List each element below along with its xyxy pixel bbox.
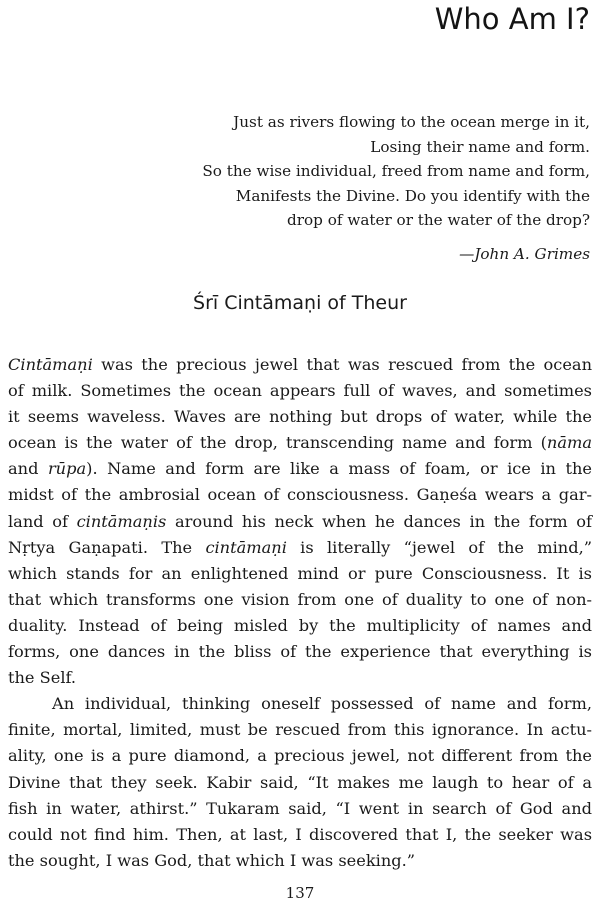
text-line — [8, 796, 592, 822]
epigraph-line: drop of water or the water of the drop? — [287, 211, 590, 229]
text-line — [8, 404, 592, 430]
text-run: the Self. — [8, 668, 77, 688]
text-run: An individual, thinking oneself possessed of name and form, — [52, 694, 592, 714]
italic-term: cintāmaṇi — [205, 537, 287, 557]
section-heading: Śrī Cintāmaṇi of Theur — [193, 292, 407, 314]
text-line — [8, 378, 592, 404]
text-run: land of — [8, 511, 77, 531]
text-run: midst of the ambrosial ocean of consciousness. Gaṇeśa wears a gar- — [8, 485, 592, 505]
text-run: it seems waveless. Waves are nothing but drops of water, while the — [8, 407, 592, 427]
text-run: of milk. Sometimes the ocean appears full of waves, and sometimes — [8, 381, 592, 401]
text-run: was the precious jewel that was rescued from the ocean — [92, 355, 592, 374]
body-text — [8, 352, 592, 874]
paragraph — [8, 352, 592, 691]
text-run: is literally “jewel of the mind,” — [286, 537, 592, 557]
text-line — [8, 430, 592, 456]
text-run: ality, one is a pure diamond, a precious jewel, not different from the — [8, 746, 592, 766]
epigraph-attribution: —John A. Grimes — [459, 244, 590, 263]
text-run: ). Name and form are like a mass of foam, or ice in the — [86, 459, 592, 479]
text-line — [8, 482, 592, 508]
text-run: finite, mortal, limited, must be rescued from this ignorance. In actu- — [8, 720, 592, 740]
italic-term: rūpa — [47, 459, 87, 479]
text-line — [8, 691, 592, 717]
epigraph-line: So the wise individual, freed from name and form, — [202, 162, 590, 180]
italic-term: cintāmaṇis — [76, 511, 167, 531]
text-line — [8, 509, 592, 535]
text-line — [8, 770, 592, 796]
text-run: duality. Instead of being misled by the multiplicity of names and — [8, 615, 592, 635]
text-line — [8, 352, 592, 378]
page-title: Who Am I? — [434, 2, 590, 36]
text-run: which stands for an enlightened mind or pure Consciousness. It is — [8, 563, 592, 583]
text-line — [8, 848, 592, 874]
text-run: ocean is the water of the drop, transcending name and form ( — [8, 433, 547, 453]
text-run: Nṛtya Gaṇapati. The — [8, 537, 206, 557]
text-run: that which transforms one vision from one of duality to one of non- — [8, 589, 592, 609]
text-run: Divine that they seek. Kabir said, “It makes me laugh to hear of a — [8, 772, 592, 792]
page-number: 137 — [285, 884, 315, 902]
italic-term: nāma — [546, 433, 592, 453]
text-run: forms, one dances in the bliss of the experience that everything is — [8, 642, 592, 662]
epigraph — [170, 110, 590, 266]
text-line — [8, 665, 592, 691]
epigraph-line: Just as rivers flowing to the ocean merge in it, — [233, 113, 590, 131]
text-run: the sought, I was God, that which I was seeking.” — [8, 850, 416, 870]
text-run: fish in water, athirst.” Tukaram said, “I went in search of God and — [8, 798, 592, 818]
text-line — [8, 639, 592, 665]
text-run: could not find him. Then, at last, I discovered that I, the seeker was — [8, 824, 592, 844]
text-run: and — [8, 459, 48, 479]
text-run: around his neck when he dances in the form of — [166, 511, 592, 531]
paragraph — [8, 691, 592, 874]
epigraph-line: Manifests the Divine. Do you identify with the — [235, 186, 590, 205]
text-line — [8, 743, 592, 769]
text-line — [8, 717, 592, 743]
text-line — [8, 587, 592, 613]
text-line — [8, 561, 592, 587]
text-line — [8, 456, 592, 482]
text-line — [8, 822, 592, 848]
text-line — [8, 613, 592, 639]
text-line — [8, 535, 592, 561]
epigraph-line: Losing their name and form. — [370, 137, 590, 156]
italic-term: Cintāmaṇi — [8, 355, 93, 374]
